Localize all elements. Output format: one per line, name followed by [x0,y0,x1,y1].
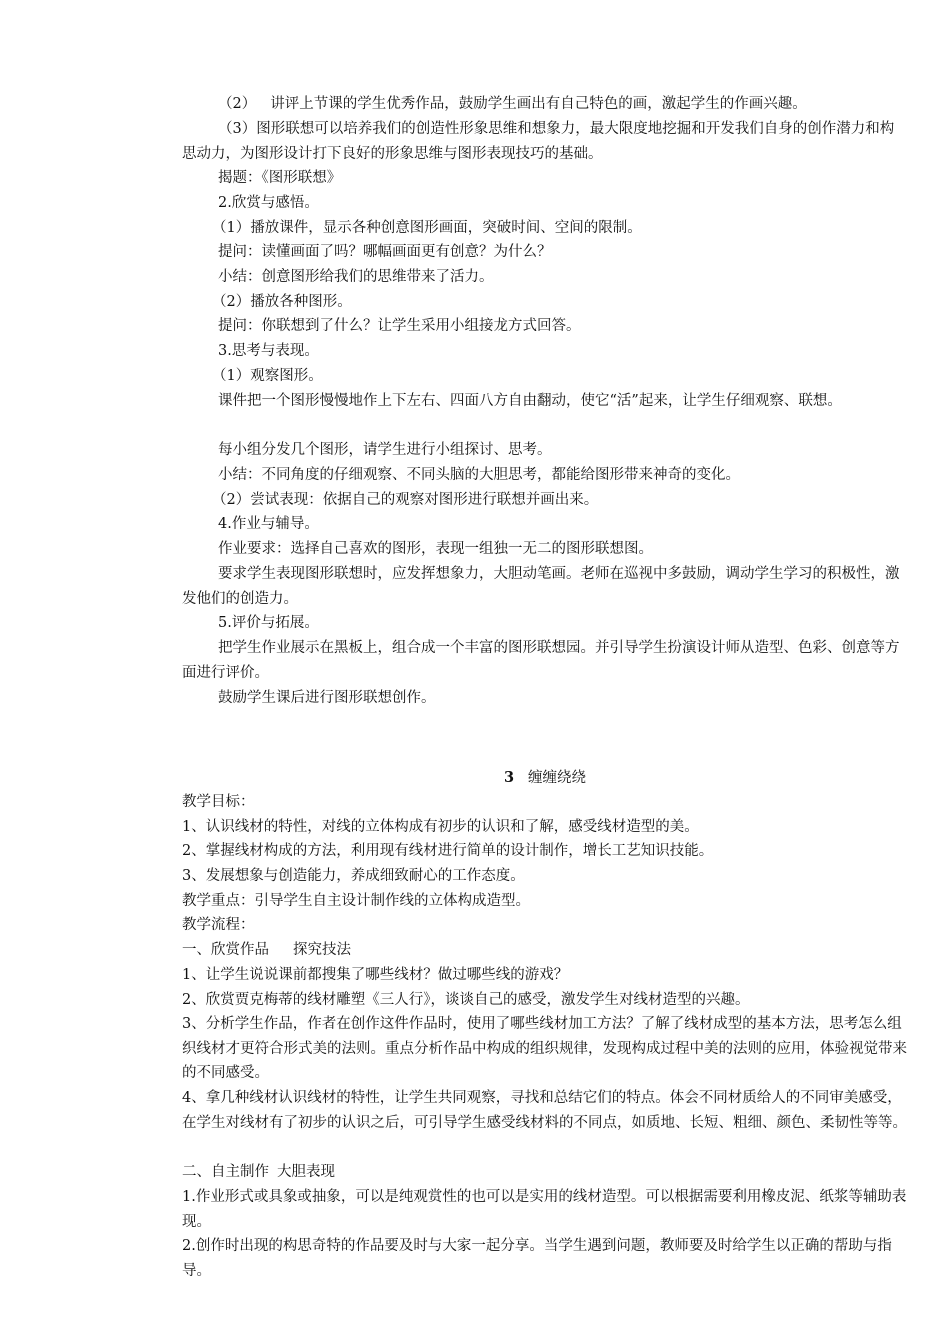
paragraph-display: 把学生作业展示在黑板上，组合成一个丰富的图形联想园。并引导学生扮演设计师从造型、色彩、创意等方面进行评价。 [182,640,900,681]
paragraph-play-graphics: （2）播放各种图形。 [212,294,352,310]
make-step-2: 2.创作时出现的构思奇特的作品要及时与大家一起分享。当学生遇到问题，教师要及时给学生以正确的帮助与指导。 [182,1238,892,1279]
step-4: 4、拿几种线材认识线材的特性，让学生共同观察，寻找和总结它们的特点。体会不同材质给人的不同审美感受，在学生对线材有了初步的认识之后，可引导学生感受线材料的不同点，如质地、长短、粗细、颜色、柔韧性等等。 [182,1090,907,1131]
heading-homework: 4.作业与辅导。 [218,516,319,532]
heading-objectives: 教学目标： [182,794,255,810]
heading-think: 3.思考与表现。 [218,343,319,359]
heading-part-one [182,938,908,963]
heading-part-two [182,1160,908,1185]
section-title-text: 缠缠绕绕 [528,770,587,786]
paragraph-group-discuss: 每小组分发几个图形，请学生进行小组探讨、思考。 [218,442,552,458]
paragraph-summary-1: 小结：创意图形给我们的思维带来了活力。 [218,269,494,285]
step-3: 3、分析学生作品，作者在创作这件作品时，使用了哪些线材加工方法？了解了线材成型的基本方法，思考怎么组织线材才更符合形式美的法则。重点分析作品中构成的组织规律，发现构成过程中美的法则的应用，体验视觉带来的不同感受。 [182,1016,907,1081]
paragraph-homework-req: 作业要求：选择自己喜欢的图形，表现一组独一无二的图形联想图。 [218,541,653,557]
objective-1: 1、认识线材的特性，对线的立体构成有初步的认识和了解，感受线材造型的美。 [182,819,699,835]
part-one-b: 探究技法 [293,942,351,958]
heading-process: 教学流程： [182,917,255,933]
paragraph-after-class: 鼓励学生课后进行图形联想创作。 [218,690,436,706]
paragraph-number: （2） [218,96,257,112]
teaching-focus: 教学重点：引导学生自主设计制作线的立体构成造型。 [182,893,530,909]
paragraph-topic: 揭题：《图形联想》 [218,170,342,186]
paragraph-question-2: 提问：你联想到了什么？让学生采用小组接龙方式回答。 [218,318,581,334]
paragraph-summary-2: 小结：不同角度的仔细观察、不同头脑的大胆思考，都能给图形带来神奇的变化。 [218,467,740,483]
paragraph-encourage: 要求学生表现图形联想时，应发挥想象力，大胆动笔画。老师在巡视中多鼓励，调动学生学习的积极性，激发他们的创造力。 [182,566,900,607]
section-number: 3 [503,769,515,786]
heading-evaluate: 5.评价与拓展。 [218,615,319,631]
paragraph-text: 讲评上节课的学生优秀作品，鼓励学生画出有自己特色的画，激起学生的作画兴趣。 [270,96,807,112]
paragraph-graphic-association: （3）图形联想可以培养我们的创造性形象思维和想象力，最大限度地挖掘和开发我们自身的创作潜力和构思动力，为图形设计打下良好的形象思维与图形表现技巧的基础。 [182,121,895,162]
paragraph-try-express: （2）尝试表现：依据自己的观察对图形进行联想并画出来。 [212,492,599,508]
paragraph-courseware-rotate: 课件把一个图形慢慢地作上下左右、四面八方自由翻动，使它“活”起来，让学生仔细观察、联想。 [218,393,842,409]
part-one-a: 一、欣赏作品 [182,942,269,958]
make-step-1: 1.作业形式或具象或抽象，可以是纯观赏性的也可以是实用的线材造型。可以根据需要利用橡皮泥、纸浆等辅助表现。 [182,1189,907,1230]
paragraph-observe: （1）观察图形。 [212,368,323,384]
objective-2: 2、掌握线材构成的方法，利用现有线材进行简单的设计制作，增长工艺知识技能。 [182,843,714,859]
paragraph-critique [182,92,908,117]
part-two-b: 大胆表现 [277,1164,335,1180]
paragraph-question-1: 提问：读懂画面了吗？哪幅画面更有创意？为什么？ [218,244,552,260]
part-two-a: 二、自主制作 [182,1164,269,1180]
step-1: 1、让学生说说课前都搜集了哪些线材？做过哪些线的游戏？ [182,967,569,983]
objective-3: 3、发展想象与创造能力，养成细致耐心的工作态度。 [182,868,525,884]
step-2: 2、欣赏贾克梅蒂的线材雕塑《三人行》，谈谈自己的感受，激发学生对线材造型的兴趣。 [182,992,750,1008]
heading-appreciate: 2.欣赏与感悟。 [218,195,319,211]
section-title [182,766,908,790]
paragraph-play-courseware: （1）播放课件，显示各种创意图形画面，突破时间、空间的限制。 [212,220,642,236]
